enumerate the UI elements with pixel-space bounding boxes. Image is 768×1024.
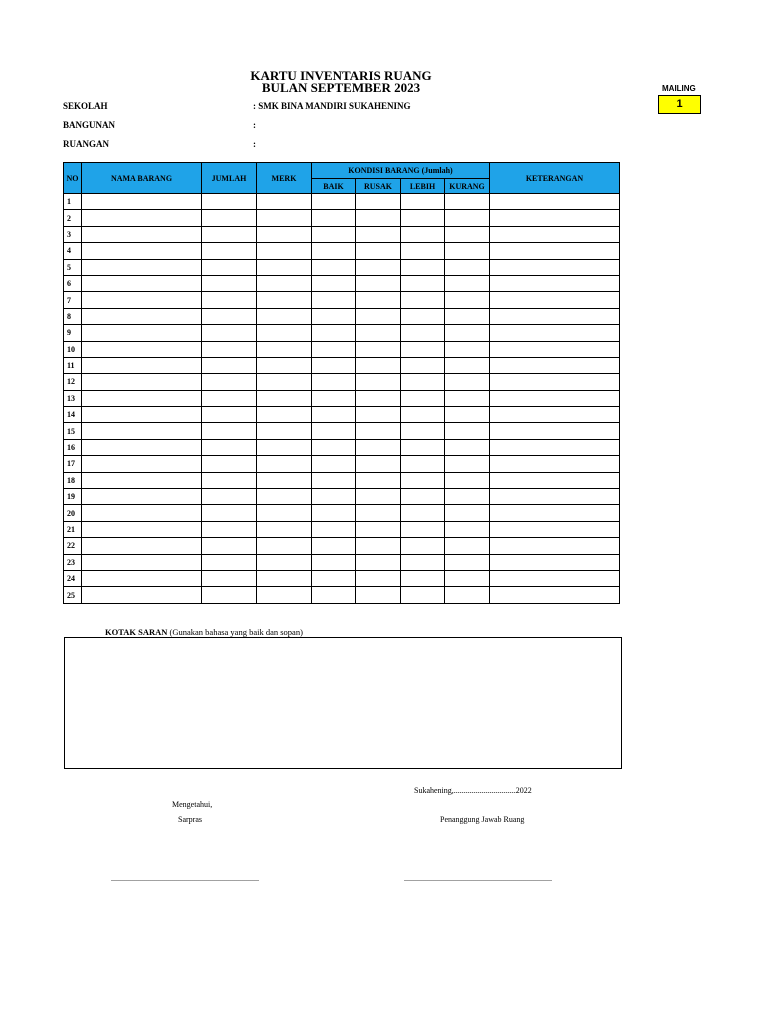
table-row xyxy=(64,472,620,488)
table-cell[interactable] xyxy=(257,226,312,242)
row-number: 5 xyxy=(64,259,82,275)
row-number: 9 xyxy=(64,325,82,341)
table-cell[interactable] xyxy=(257,308,312,324)
table-cell[interactable] xyxy=(202,456,257,472)
table-row xyxy=(64,210,620,226)
row-number: 16 xyxy=(64,439,82,455)
bangunan-label: BANGUNAN xyxy=(63,120,116,130)
table-row xyxy=(64,275,620,291)
table-cell[interactable] xyxy=(445,407,490,423)
table-cell[interactable] xyxy=(257,390,312,406)
table-cell[interactable] xyxy=(445,341,490,357)
table-cell[interactable] xyxy=(257,472,312,488)
row-number: 1 xyxy=(64,194,82,210)
table-cell[interactable] xyxy=(401,325,445,341)
table-cell[interactable] xyxy=(312,357,356,373)
table-cell[interactable] xyxy=(356,292,401,308)
table-cell[interactable] xyxy=(445,390,490,406)
table-cell[interactable] xyxy=(312,275,356,291)
table-cell[interactable] xyxy=(445,472,490,488)
table-cell[interactable] xyxy=(401,210,445,226)
table-cell[interactable] xyxy=(312,194,356,210)
sarpras-label: Sarpras xyxy=(178,815,202,824)
bangunan-value: : xyxy=(253,120,256,130)
table-row xyxy=(64,341,620,357)
signature-line-right: .......................................................................... xyxy=(404,874,552,883)
table-cell[interactable] xyxy=(445,194,490,210)
row-number: 24 xyxy=(64,570,82,586)
row-number: 12 xyxy=(64,374,82,390)
table-cell[interactable] xyxy=(490,505,620,521)
table-cell[interactable] xyxy=(312,308,356,324)
table-cell[interactable] xyxy=(202,390,257,406)
table-cell[interactable] xyxy=(82,439,202,455)
table-cell[interactable] xyxy=(257,374,312,390)
table-cell[interactable] xyxy=(82,423,202,439)
row-number: 15 xyxy=(64,423,82,439)
kotak-saran-box[interactable] xyxy=(64,637,622,769)
table-cell[interactable] xyxy=(312,423,356,439)
penanggung-jawab-label: Penanggung Jawab Ruang xyxy=(440,815,525,824)
table-row xyxy=(64,489,620,505)
row-number: 25 xyxy=(64,587,82,603)
table-row xyxy=(64,243,620,259)
row-number: 20 xyxy=(64,505,82,521)
table-cell[interactable] xyxy=(82,538,202,554)
table-cell[interactable] xyxy=(401,341,445,357)
table-row xyxy=(64,456,620,472)
table-cell[interactable] xyxy=(312,407,356,423)
inventory-table xyxy=(63,162,620,604)
table-cell[interactable] xyxy=(82,407,202,423)
table-cell[interactable] xyxy=(490,226,620,242)
table-cell[interactable] xyxy=(356,423,401,439)
table-row xyxy=(64,390,620,406)
table-cell[interactable] xyxy=(401,505,445,521)
table-cell[interactable] xyxy=(356,456,401,472)
table-cell[interactable] xyxy=(312,292,356,308)
table-cell[interactable] xyxy=(490,194,620,210)
sekolah-label: SEKOLAH xyxy=(63,101,108,111)
table-cell[interactable] xyxy=(445,374,490,390)
table-cell[interactable] xyxy=(490,439,620,455)
table-cell[interactable] xyxy=(82,390,202,406)
table-cell[interactable] xyxy=(82,554,202,570)
table-row xyxy=(64,505,620,521)
row-number: 22 xyxy=(64,538,82,554)
table-cell[interactable] xyxy=(82,275,202,291)
table-cell[interactable] xyxy=(312,505,356,521)
table-cell[interactable] xyxy=(82,194,202,210)
table-cell[interactable] xyxy=(202,570,257,586)
row-number: 19 xyxy=(64,489,82,505)
table-row xyxy=(64,554,620,570)
row-number: 21 xyxy=(64,521,82,537)
table-cell[interactable] xyxy=(312,489,356,505)
mengetahui-label: Mengetahui, xyxy=(172,800,213,809)
table-cell[interactable] xyxy=(490,325,620,341)
table-cell[interactable] xyxy=(356,390,401,406)
row-number: 14 xyxy=(64,407,82,423)
table-cell[interactable] xyxy=(401,521,445,537)
table-row xyxy=(64,357,620,373)
table-cell[interactable] xyxy=(82,456,202,472)
table-cell[interactable] xyxy=(356,439,401,455)
kotak-saran-note: (Gunakan bahasa yang baik dan sopan) xyxy=(167,627,303,637)
table-cell[interactable] xyxy=(202,308,257,324)
table-cell[interactable] xyxy=(401,472,445,488)
header-no: NO xyxy=(64,163,82,194)
header-baik: BAIK xyxy=(312,179,356,194)
header-rusak: RUSAK xyxy=(356,179,401,194)
header-merk: MERK xyxy=(257,163,312,194)
table-cell[interactable] xyxy=(202,243,257,259)
table-cell[interactable] xyxy=(490,243,620,259)
table-cell[interactable] xyxy=(445,521,490,537)
table-cell[interactable] xyxy=(490,407,620,423)
table-cell[interactable] xyxy=(202,194,257,210)
table-cell[interactable] xyxy=(490,570,620,586)
table-cell[interactable] xyxy=(401,374,445,390)
table-cell[interactable] xyxy=(356,521,401,537)
table-cell[interactable] xyxy=(312,587,356,603)
table-cell[interactable] xyxy=(257,423,312,439)
table-cell[interactable] xyxy=(257,570,312,586)
table-cell[interactable] xyxy=(202,554,257,570)
table-cell[interactable] xyxy=(202,357,257,373)
table-row xyxy=(64,226,620,242)
table-cell[interactable] xyxy=(202,341,257,357)
inventory-body xyxy=(64,194,620,604)
table-cell[interactable] xyxy=(490,554,620,570)
table-row xyxy=(64,587,620,603)
row-number: 10 xyxy=(64,341,82,357)
table-cell[interactable] xyxy=(445,587,490,603)
table-cell[interactable] xyxy=(445,292,490,308)
row-number: 13 xyxy=(64,390,82,406)
table-cell[interactable] xyxy=(202,210,257,226)
table-cell[interactable] xyxy=(82,505,202,521)
table-cell[interactable] xyxy=(257,325,312,341)
table-cell[interactable] xyxy=(356,259,401,275)
table-cell[interactable] xyxy=(257,439,312,455)
table-cell[interactable] xyxy=(445,538,490,554)
table-cell[interactable] xyxy=(202,587,257,603)
table-cell[interactable] xyxy=(490,587,620,603)
row-number: 7 xyxy=(64,292,82,308)
table-cell[interactable] xyxy=(257,554,312,570)
table-cell[interactable] xyxy=(445,570,490,586)
header-jumlah: JUMLAH xyxy=(202,163,257,194)
table-row xyxy=(64,538,620,554)
table-cell[interactable] xyxy=(356,538,401,554)
table-cell[interactable] xyxy=(202,423,257,439)
table-cell[interactable] xyxy=(257,194,312,210)
table-cell[interactable] xyxy=(401,407,445,423)
table-row xyxy=(64,308,620,324)
table-cell[interactable] xyxy=(356,505,401,521)
table-row xyxy=(64,439,620,455)
table-cell[interactable] xyxy=(257,243,312,259)
row-number: 17 xyxy=(64,456,82,472)
row-number: 2 xyxy=(64,210,82,226)
table-cell[interactable] xyxy=(401,489,445,505)
table-cell[interactable] xyxy=(401,423,445,439)
table-cell[interactable] xyxy=(312,243,356,259)
table-cell[interactable] xyxy=(356,325,401,341)
table-cell[interactable] xyxy=(401,554,445,570)
table-cell[interactable] xyxy=(202,489,257,505)
table-cell[interactable] xyxy=(312,341,356,357)
table-cell[interactable] xyxy=(490,472,620,488)
table-cell[interactable] xyxy=(356,275,401,291)
table-cell[interactable] xyxy=(401,587,445,603)
table-cell[interactable] xyxy=(356,194,401,210)
table-cell[interactable] xyxy=(257,292,312,308)
table-cell[interactable] xyxy=(356,243,401,259)
table-cell[interactable] xyxy=(356,472,401,488)
table-cell[interactable] xyxy=(401,308,445,324)
table-cell[interactable] xyxy=(82,292,202,308)
table-cell[interactable] xyxy=(82,587,202,603)
table-cell[interactable] xyxy=(202,374,257,390)
table-cell[interactable] xyxy=(82,341,202,357)
table-cell[interactable] xyxy=(490,341,620,357)
table-cell[interactable] xyxy=(82,489,202,505)
table-cell[interactable] xyxy=(490,390,620,406)
table-cell[interactable] xyxy=(257,357,312,373)
mailing-number: 1 xyxy=(658,95,701,114)
header-kondisi-barang: KONDISI BARANG (Jumlah) xyxy=(312,163,490,179)
row-number: 18 xyxy=(64,472,82,488)
kotak-saran-label xyxy=(105,627,303,637)
table-cell[interactable] xyxy=(401,390,445,406)
table-cell[interactable] xyxy=(202,325,257,341)
table-cell[interactable] xyxy=(82,325,202,341)
table-cell[interactable] xyxy=(445,357,490,373)
table-cell[interactable] xyxy=(490,374,620,390)
table-cell[interactable] xyxy=(82,243,202,259)
table-cell[interactable] xyxy=(312,538,356,554)
table-cell[interactable] xyxy=(202,407,257,423)
table-cell[interactable] xyxy=(445,554,490,570)
row-number: 23 xyxy=(64,554,82,570)
table-cell[interactable] xyxy=(82,521,202,537)
table-cell[interactable] xyxy=(312,210,356,226)
table-cell[interactable] xyxy=(445,423,490,439)
table-cell[interactable] xyxy=(445,226,490,242)
table-cell[interactable] xyxy=(257,587,312,603)
mailing-label: MAILING xyxy=(662,84,696,93)
table-row xyxy=(64,407,620,423)
table-cell[interactable] xyxy=(356,226,401,242)
table-cell[interactable] xyxy=(312,554,356,570)
table-cell[interactable] xyxy=(312,521,356,537)
table-cell[interactable] xyxy=(356,489,401,505)
table-cell[interactable] xyxy=(445,210,490,226)
ruangan-value: : xyxy=(253,139,256,149)
table-cell[interactable] xyxy=(202,505,257,521)
header-nama-barang: NAMA BARANG xyxy=(82,163,202,194)
place-date: Sukahening,...............................2022 xyxy=(414,786,532,795)
row-number: 11 xyxy=(64,357,82,373)
table-cell[interactable] xyxy=(257,210,312,226)
table-row xyxy=(64,325,620,341)
table-cell[interactable] xyxy=(490,357,620,373)
title-line-1: KARTU INVENTARIS RUANG xyxy=(250,68,432,83)
table-cell[interactable] xyxy=(312,570,356,586)
table-cell[interactable] xyxy=(356,407,401,423)
table-cell[interactable] xyxy=(356,570,401,586)
table-row xyxy=(64,292,620,308)
table-cell[interactable] xyxy=(202,292,257,308)
table-row xyxy=(64,521,620,537)
table-cell[interactable] xyxy=(312,439,356,455)
header-kurang: KURANG xyxy=(445,179,490,194)
table-cell[interactable] xyxy=(401,226,445,242)
table-cell[interactable] xyxy=(82,570,202,586)
table-cell[interactable] xyxy=(257,275,312,291)
table-cell[interactable] xyxy=(401,243,445,259)
table-cell[interactable] xyxy=(312,374,356,390)
table-cell[interactable] xyxy=(82,259,202,275)
table-cell[interactable] xyxy=(401,275,445,291)
table-cell[interactable] xyxy=(356,308,401,324)
table-cell[interactable] xyxy=(257,259,312,275)
row-number: 8 xyxy=(64,308,82,324)
table-cell[interactable] xyxy=(257,407,312,423)
table-cell[interactable] xyxy=(445,439,490,455)
table-cell[interactable] xyxy=(445,456,490,472)
table-cell[interactable] xyxy=(257,505,312,521)
table-cell[interactable] xyxy=(490,423,620,439)
table-cell[interactable] xyxy=(202,439,257,455)
table-cell[interactable] xyxy=(202,275,257,291)
table-row xyxy=(64,423,620,439)
row-number: 6 xyxy=(64,275,82,291)
table-cell[interactable] xyxy=(401,538,445,554)
table-cell[interactable] xyxy=(257,538,312,554)
table-cell[interactable] xyxy=(312,472,356,488)
table-cell[interactable] xyxy=(445,259,490,275)
header-lebih: LEBIH xyxy=(401,179,445,194)
table-cell[interactable] xyxy=(82,226,202,242)
table-cell[interactable] xyxy=(257,521,312,537)
table-cell[interactable] xyxy=(356,374,401,390)
table-cell[interactable] xyxy=(490,275,620,291)
table-cell[interactable] xyxy=(356,554,401,570)
table-cell[interactable] xyxy=(445,325,490,341)
table-cell[interactable] xyxy=(82,374,202,390)
table-cell[interactable] xyxy=(401,357,445,373)
table-cell[interactable] xyxy=(490,292,620,308)
header-keterangan: KETERANGAN xyxy=(490,163,620,194)
table-cell[interactable] xyxy=(356,587,401,603)
table-cell[interactable] xyxy=(445,243,490,259)
table-cell[interactable] xyxy=(445,505,490,521)
table-row xyxy=(64,259,620,275)
table-cell[interactable] xyxy=(356,357,401,373)
table-row xyxy=(64,374,620,390)
table-cell[interactable] xyxy=(312,325,356,341)
row-number: 4 xyxy=(64,243,82,259)
table-cell[interactable] xyxy=(490,521,620,537)
table-row xyxy=(64,570,620,586)
table-cell[interactable] xyxy=(401,456,445,472)
table-cell[interactable] xyxy=(202,538,257,554)
table-cell[interactable] xyxy=(356,210,401,226)
table-cell[interactable] xyxy=(82,357,202,373)
table-cell[interactable] xyxy=(401,292,445,308)
sekolah-value: : SMK BINA MANDIRI SUKAHENING xyxy=(253,101,411,111)
table-cell[interactable] xyxy=(445,308,490,324)
table-cell[interactable] xyxy=(82,308,202,324)
table-cell[interactable] xyxy=(312,456,356,472)
table-cell[interactable] xyxy=(490,210,620,226)
table-cell[interactable] xyxy=(490,259,620,275)
table-cell[interactable] xyxy=(356,341,401,357)
table-cell[interactable] xyxy=(257,489,312,505)
table-cell[interactable] xyxy=(257,341,312,357)
table-cell[interactable] xyxy=(490,456,620,472)
table-cell[interactable] xyxy=(202,521,257,537)
table-cell[interactable] xyxy=(312,259,356,275)
table-cell[interactable] xyxy=(490,489,620,505)
table-cell[interactable] xyxy=(401,194,445,210)
table-cell[interactable] xyxy=(401,259,445,275)
table-cell[interactable] xyxy=(445,275,490,291)
table-cell[interactable] xyxy=(202,259,257,275)
signature-line-left: .......................................................................... xyxy=(111,874,259,883)
table-row xyxy=(64,194,620,210)
table-cell[interactable] xyxy=(202,472,257,488)
table-cell[interactable] xyxy=(401,570,445,586)
table-cell[interactable] xyxy=(445,489,490,505)
table-cell[interactable] xyxy=(401,439,445,455)
table-cell[interactable] xyxy=(257,456,312,472)
table-cell[interactable] xyxy=(490,538,620,554)
table-cell[interactable] xyxy=(312,390,356,406)
table-cell[interactable] xyxy=(490,308,620,324)
table-cell[interactable] xyxy=(202,226,257,242)
row-number: 3 xyxy=(64,226,82,242)
table-cell[interactable] xyxy=(82,210,202,226)
table-cell[interactable] xyxy=(82,472,202,488)
ruangan-label: RUANGAN xyxy=(63,139,109,149)
kotak-saran-title: KOTAK SARAN xyxy=(105,627,168,637)
table-cell[interactable] xyxy=(312,226,356,242)
title-line-2: BULAN SEPTEMBER 2023 xyxy=(261,80,421,95)
